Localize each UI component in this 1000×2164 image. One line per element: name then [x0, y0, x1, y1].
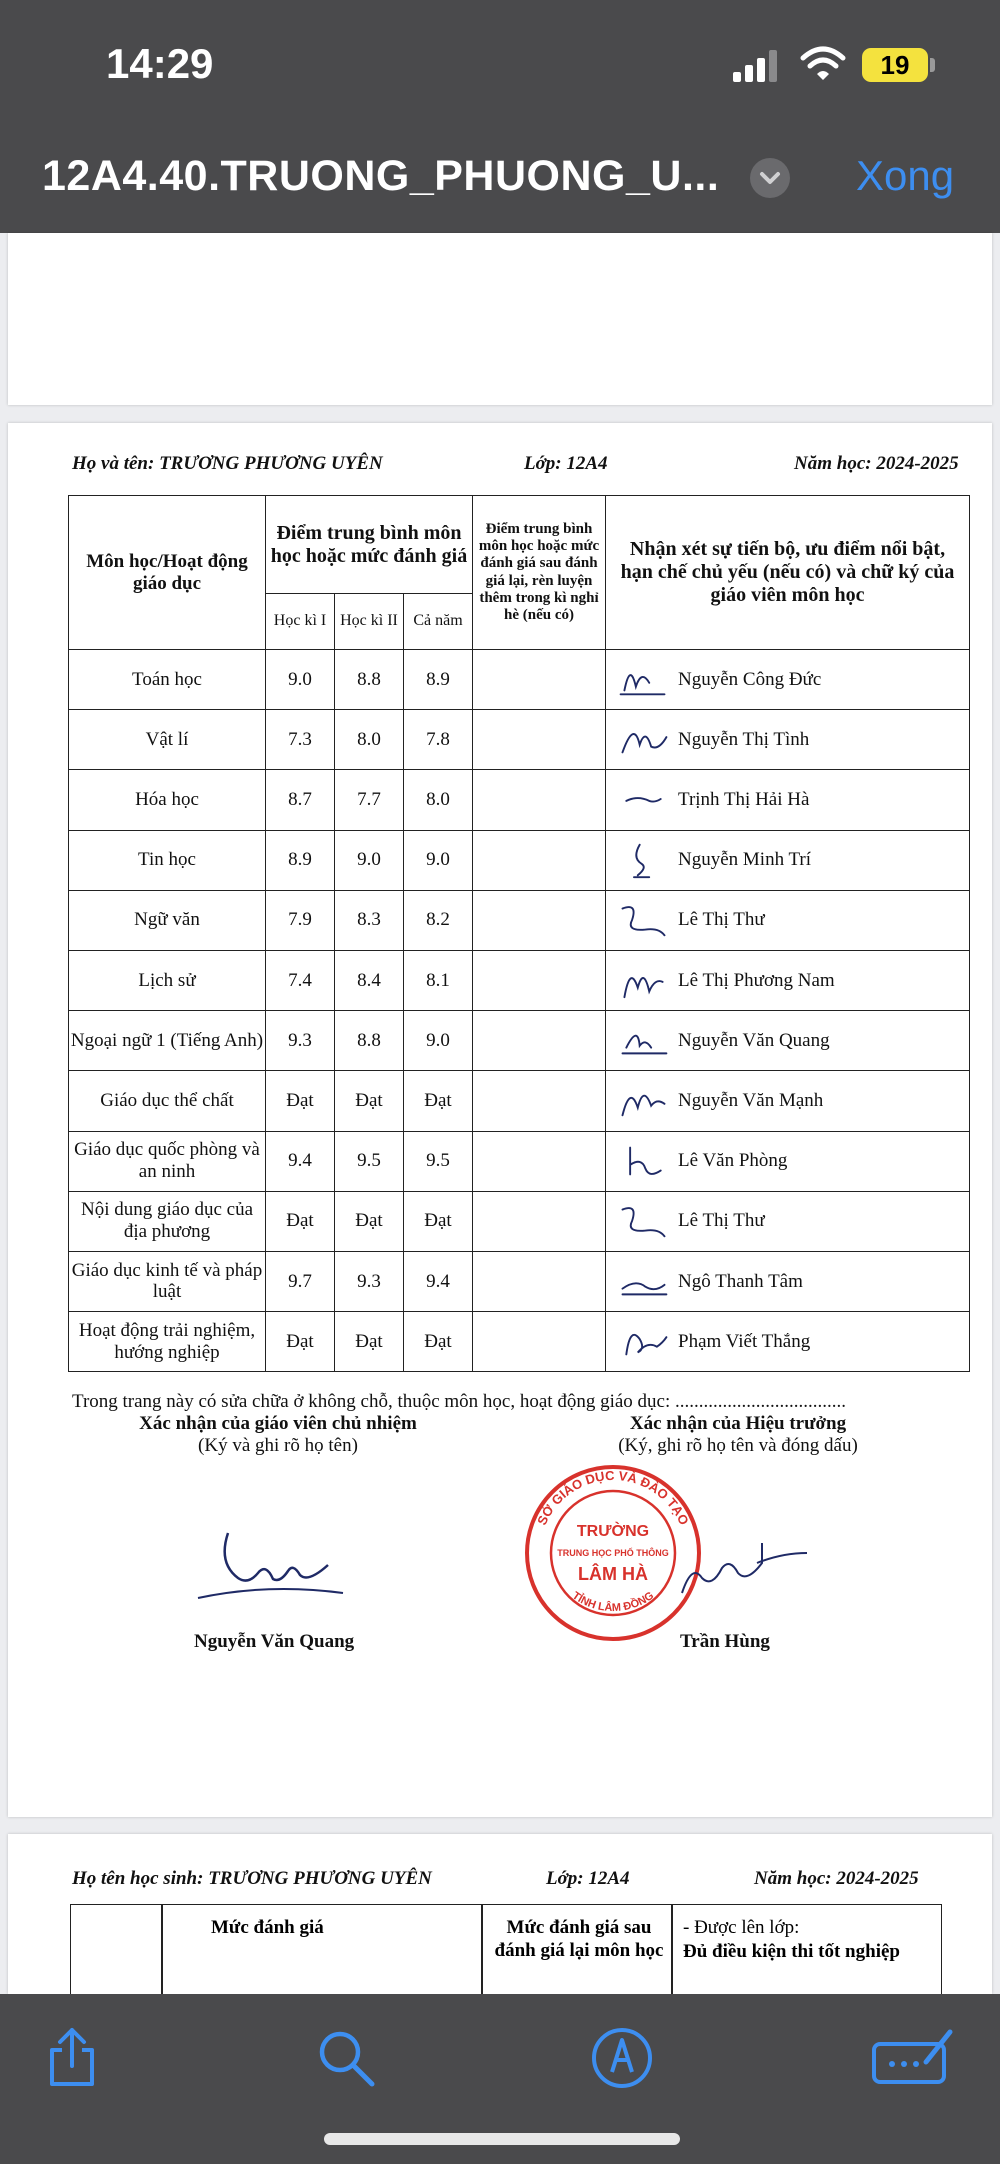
teacher-cell	[606, 1011, 970, 1071]
teacher-cell	[606, 950, 970, 1010]
svg-text:SỞ GIÁO DỤC VÀ ĐÀO TẠO	[534, 1468, 692, 1527]
retest-cell	[473, 1071, 606, 1131]
home-indicator	[324, 2133, 680, 2145]
previous-page	[8, 233, 992, 405]
full-year-cell: 9.0	[404, 830, 473, 890]
header-average: Điểm trung bình môn học hoặc mức đánh giá	[266, 496, 473, 594]
principal-subtitle: (Ký, ghi rõ họ tên và đóng dấu)	[618, 1435, 858, 1456]
semester-2-cell: Đạt	[335, 1191, 404, 1251]
retest-cell	[473, 1191, 606, 1251]
table-row	[69, 650, 970, 710]
full-year-cell: 7.8	[404, 710, 473, 770]
full-year-cell: Đạt	[404, 1191, 473, 1251]
subject-cell: Ngữ văn	[69, 890, 266, 950]
teacher-signature-icon	[616, 1320, 671, 1362]
semester-1-cell: 7.4	[266, 950, 335, 1010]
next-col-after: Mức đánh giá sau đánh giá lại môn học	[494, 1917, 664, 1961]
table-row	[69, 770, 970, 830]
retest-cell	[473, 770, 606, 830]
next-table	[70, 1904, 942, 1994]
retest-cell	[473, 1251, 606, 1311]
semester-1-cell: 8.9	[266, 830, 335, 890]
semester-1-cell: 9.3	[266, 1011, 335, 1071]
principal-title: Xác nhận của Hiệu trưởng	[629, 1413, 847, 1434]
principal-signature-icon	[672, 1523, 812, 1613]
subject-cell: Giáo dục quốc phòng và an ninh	[69, 1131, 266, 1191]
table-row	[69, 710, 970, 770]
stamp-line-3: LÂM HÀ	[578, 1564, 648, 1584]
teacher-cell	[606, 1071, 970, 1131]
subject-cell: Nội dung giáo dục của địa phương	[69, 1191, 266, 1251]
retest-cell	[473, 1312, 606, 1372]
semester-2-cell: 8.8	[335, 650, 404, 710]
teacher-name: Nguyễn Thị Tình	[678, 728, 810, 750]
subject-cell: Lịch sử	[69, 950, 266, 1010]
next-table-divider	[671, 1905, 673, 1994]
teacher-name: Ngô Thanh Tâm	[678, 1270, 803, 1292]
teacher-cell	[606, 1191, 970, 1251]
teacher-name: Nguyễn Văn Quang	[678, 1029, 830, 1051]
share-icon[interactable]	[40, 2026, 104, 2090]
full-year-cell: Đạt	[404, 1312, 473, 1372]
table-row	[69, 1251, 970, 1311]
semester-2-cell: 9.3	[335, 1251, 404, 1311]
semester-1-cell: 9.7	[266, 1251, 335, 1311]
next-school-year: Năm học: 2024-2025	[754, 1868, 919, 1889]
semester-2-cell: 9.5	[335, 1131, 404, 1191]
retest-cell	[473, 950, 606, 1010]
teacher-signature-icon	[616, 959, 671, 1001]
teacher-name: Nguyễn Minh Trí	[678, 849, 812, 871]
semester-1-cell: 7.9	[266, 890, 335, 950]
teacher-signature-icon	[616, 1260, 671, 1302]
next-table-divider	[161, 1905, 163, 1994]
subject-cell: Toán học	[69, 650, 266, 710]
retest-cell	[473, 710, 606, 770]
stamp-line-2: TRUNG HỌC PHỔ THÔNG	[557, 1548, 669, 1558]
full-year-cell: 8.0	[404, 770, 473, 830]
full-year-cell: 9.4	[404, 1251, 473, 1311]
retest-cell	[473, 1011, 606, 1071]
header-full-year: Cả năm	[404, 594, 473, 650]
full-year-cell: 8.2	[404, 890, 473, 950]
subject-cell: Tin học	[69, 830, 266, 890]
teacher-signature-icon	[616, 839, 671, 881]
teacher-signature-icon	[616, 1079, 671, 1121]
teacher-signature-icon	[616, 718, 671, 760]
retest-cell	[473, 830, 606, 890]
homeroom-name: Nguyễn Văn Quang	[194, 1631, 355, 1652]
teacher-name: Lê Thị Thư	[678, 1210, 765, 1232]
done-button[interactable]: Xong	[856, 152, 955, 199]
annotate-icon[interactable]	[870, 2026, 954, 2090]
table-row	[69, 1131, 970, 1191]
teacher-cell	[606, 710, 970, 770]
full-year-cell: Đạt	[404, 1071, 473, 1131]
school-year: Năm học: 2024-2025	[794, 453, 959, 474]
teacher-cell	[606, 650, 970, 710]
stamp-ring-text: SỞ GIÁO DỤC VÀ ĐÀO TẠO	[534, 1467, 692, 1528]
table-row	[69, 1071, 970, 1131]
battery-level: 19	[880, 49, 910, 80]
principal-name: Trần Hùng	[680, 1631, 770, 1652]
semester-2-cell: 7.7	[335, 770, 404, 830]
teacher-name: Phạm Viết Thắng	[678, 1330, 811, 1352]
semester-1-cell: 9.0	[266, 650, 335, 710]
next-page	[8, 1834, 992, 1994]
semester-1-cell: Đạt	[266, 1191, 335, 1251]
homeroom-title: Xác nhận của giáo viên chủ nhiệm	[139, 1413, 417, 1434]
header-semester-1: Học kì I	[266, 594, 335, 650]
top-bar	[0, 0, 1000, 233]
teacher-signature-icon	[616, 778, 671, 820]
markup-icon[interactable]	[590, 2026, 654, 2090]
battery-icon	[862, 48, 928, 82]
header-retest: Điểm trung bình môn học hoặc mức đánh giá sau đánh giá lại, rèn luyện thêm trong kì nghỉ hè (nếu có)	[473, 496, 606, 650]
semester-1-cell: 9.4	[266, 1131, 335, 1191]
table-row	[69, 830, 970, 890]
table-row	[69, 1191, 970, 1251]
teacher-name: Lê Thị Phương Nam	[678, 969, 835, 991]
battery-nub	[930, 58, 935, 72]
table-row	[69, 950, 970, 1010]
teacher-name: Trịnh Thị Hải Hà	[678, 789, 810, 811]
semester-2-cell: Đạt	[335, 1071, 404, 1131]
retest-cell	[473, 1131, 606, 1191]
teacher-signature-icon	[616, 658, 671, 700]
full-year-cell: 8.9	[404, 650, 473, 710]
semester-1-cell: Đạt	[266, 1071, 335, 1131]
chevron-down-icon[interactable]	[750, 158, 790, 198]
retest-cell	[473, 650, 606, 710]
full-year-cell: 8.1	[404, 950, 473, 1010]
homeroom-confirmation	[108, 1413, 448, 1457]
report-page	[8, 423, 992, 1817]
subject-cell: Giáo dục kinh tế và pháp luật	[69, 1251, 266, 1311]
semester-2-cell: 8.8	[335, 1011, 404, 1071]
header-semester-2: Học kì II	[335, 594, 404, 650]
status-time: 14:29	[106, 40, 214, 87]
teacher-name: Lê Thị Thư	[678, 909, 765, 931]
semester-2-cell: 9.0	[335, 830, 404, 890]
subject-cell: Hóa học	[69, 770, 266, 830]
grades-table	[68, 495, 970, 1372]
semester-2-cell: 8.3	[335, 890, 404, 950]
semester-1-cell: 7.3	[266, 710, 335, 770]
teacher-name: Nguyễn Công Đức	[678, 668, 822, 690]
homeroom-subtitle: (Ký và ghi rõ họ tên)	[198, 1435, 358, 1456]
teacher-cell	[606, 1131, 970, 1191]
subject-cell: Ngoại ngữ 1 (Tiếng Anh)	[69, 1011, 266, 1071]
teacher-signature-icon	[616, 1140, 671, 1182]
teacher-cell	[606, 890, 970, 950]
document-title[interactable]: 12A4.40.TRUONG_PHUONG_U...	[42, 152, 720, 200]
semester-1-cell: Đạt	[266, 1312, 335, 1372]
stamp-bottom-text: TỈNH LÂM ĐỒNG	[569, 1589, 657, 1615]
subject-cell: Vật lí	[69, 710, 266, 770]
homeroom-signature-icon	[188, 1523, 348, 1613]
student-name: Họ và tên: TRƯƠNG PHƯƠNG UYÊN	[72, 453, 383, 474]
next-col-level: Mức đánh giá	[211, 1917, 324, 1938]
teacher-signature-icon	[616, 1019, 671, 1061]
signal-icon	[733, 50, 779, 82]
semester-2-cell: 8.4	[335, 950, 404, 1010]
principal-confirmation	[568, 1413, 908, 1457]
svg-text:TỈNH LÂM ĐỒNG	[570, 1590, 656, 1614]
stamp-line-1: TRƯỜNG	[576, 1523, 650, 1540]
retest-cell	[473, 890, 606, 950]
search-icon[interactable]	[314, 2026, 378, 2090]
semester-2-cell: 8.0	[335, 710, 404, 770]
next-table-divider	[481, 1905, 483, 1994]
next-student-name: Họ tên học sinh: TRƯƠNG PHƯƠNG UYÊN	[72, 1868, 432, 1889]
teacher-signature-icon	[616, 899, 671, 941]
table-row	[69, 890, 970, 950]
teacher-name: Lê Văn Phòng	[678, 1150, 788, 1172]
header-subject: Môn học/Hoạt động giáo dục	[69, 496, 266, 650]
class-label: Lớp: 12A4	[524, 453, 608, 474]
teacher-name: Nguyễn Văn Mạnh	[678, 1089, 824, 1111]
full-year-cell: 9.5	[404, 1131, 473, 1191]
full-year-cell: 9.0	[404, 1011, 473, 1071]
header-comment: Nhận xét sự tiến bộ, ưu điểm nổi bật, hạn chế chủ yếu (nếu có) và chữ ký của giáo viên môn học	[606, 496, 970, 650]
semester-1-cell: 8.7	[266, 770, 335, 830]
teacher-signature-icon	[616, 1200, 671, 1242]
next-promotion: - Được lên lớp:	[683, 1917, 800, 1938]
subject-cell: Hoạt động trải nghiệm, hướng nghiệp	[69, 1312, 266, 1372]
subject-cell: Giáo dục thể chất	[69, 1071, 266, 1131]
wifi-icon	[800, 46, 846, 82]
next-class-label: Lớp: 12A4	[546, 1868, 630, 1889]
next-graduation: Đủ điều kiện thi tốt nghiệp	[683, 1941, 900, 1962]
teacher-cell	[606, 830, 970, 890]
table-row	[69, 1312, 970, 1372]
teacher-cell	[606, 1312, 970, 1372]
teacher-cell	[606, 1251, 970, 1311]
table-row	[69, 1011, 970, 1071]
teacher-cell	[606, 770, 970, 830]
semester-2-cell: Đạt	[335, 1312, 404, 1372]
correction-note: Trong trang này có sửa chữa ở không chỗ, thuộc môn học, hoạt động giáo dục: ....................................	[72, 1391, 846, 1412]
